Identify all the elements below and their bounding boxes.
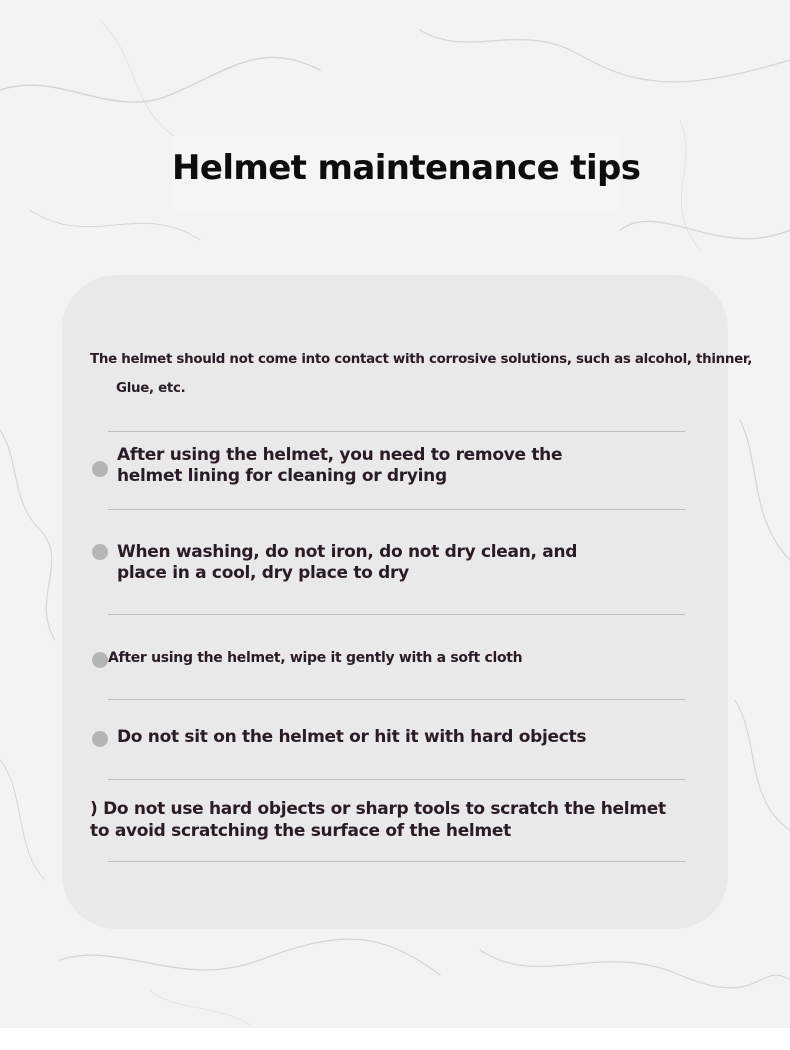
tip-6: ) Do not use hard objects or sharp tools to scratch the helmet to avoid scratching the surface of the helmet <box>90 799 666 841</box>
bullet-dot-icon <box>92 652 108 668</box>
tip-3: When washing, do not iron, do not dry clean, and place in a cool, dry place to dry <box>117 542 578 583</box>
tip-1-line-1: The helmet should not come into contact with corrosive solutions, such as alcohol, thinner, <box>90 352 753 367</box>
divider <box>108 779 685 780</box>
tip-5: Do not sit on the helmet or hit it with hard objects <box>117 727 587 747</box>
divider <box>108 699 685 700</box>
divider <box>108 614 685 615</box>
tip-2: After using the helmet, you need to remove the helmet lining for cleaning or drying <box>117 445 563 486</box>
bullet-dot-icon <box>92 731 108 747</box>
divider <box>108 431 685 432</box>
bottom-band <box>0 1028 790 1050</box>
tip-1-line-2: Glue, etc. <box>116 381 186 396</box>
bullet-dot-icon <box>92 461 108 477</box>
page-title: Helmet maintenance tips <box>172 148 641 188</box>
tip-4: After using the helmet, wipe it gently with a soft cloth <box>108 650 523 666</box>
bullet-dot-icon <box>92 544 108 560</box>
divider <box>108 509 685 510</box>
divider <box>108 861 685 862</box>
